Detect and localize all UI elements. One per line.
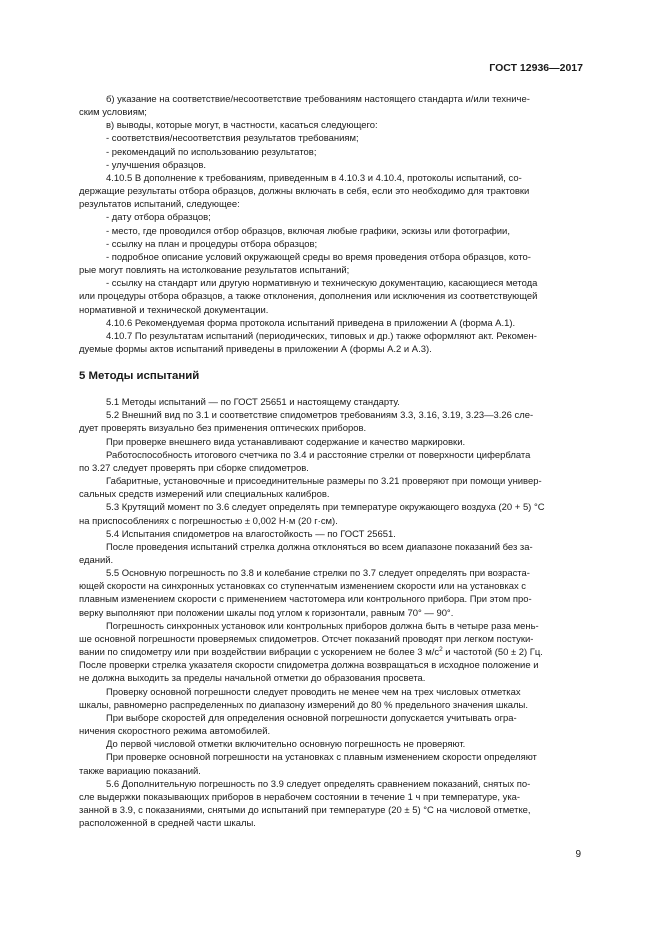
document-body: [79, 93, 582, 830]
paragraph: расположенной в средней части шкалы.: [79, 818, 256, 830]
section-heading: 5 Методы испытаний: [79, 370, 200, 383]
list-item: - дату отбора образцов;: [106, 212, 211, 224]
page-number: 9: [575, 849, 581, 860]
paragraph: занной в 3.9, с показаниями, снятыми до испытаний при температуре (20 ± 5) °С на числовой отметке,: [79, 804, 531, 816]
paragraph: ше основной погрешности проверяемых спидометров. Отсчет показаний проводят при легком постуки-: [79, 633, 534, 645]
paragraph: Работоспособность итогового счетчика по 3.4 и расстояние стрелки от поверхности циферблата: [106, 449, 531, 461]
standard-header: ГОСТ 12936—2017: [489, 62, 583, 74]
paragraph: по 3.27 следует проверять при сборке спидометров.: [79, 462, 309, 474]
paragraph: 5.6 Дополнительную погрешность по 3.9 следует определять сравнением показаний, снятых по-: [106, 778, 531, 790]
paragraph: 5.5 Основную погрешность по 3.8 и колебание стрелки по 3.7 следует определять при возраста-: [106, 568, 530, 580]
list-item: - подробное описание условий окружающей среды во время проведения отбора образцов, кото-: [106, 251, 531, 263]
paragraph: До первой числовой отметки включительно основную погрешность не проверяют.: [106, 739, 466, 751]
paragraph: 5.3 Крутящий момент по 3.6 следует определять при температуре окружающего воздуха (20 + 5) °С: [106, 502, 545, 514]
paragraph: 5.4 Испытания спидометров на влагостойкость — по ГОСТ 25651.: [106, 528, 396, 540]
text-run: и частотой (50 ± 2) Гц.: [442, 647, 543, 659]
paragraph: также вариацию показаний.: [79, 765, 201, 777]
paragraph: в) выводы, которые могут, в частности, касаться следующего:: [106, 120, 378, 132]
list-item: - рекомендаций по использованию результатов;: [106, 146, 317, 158]
list-item: - ссылку на стандарт или другую нормативную и техническую документацию, касающиеся метода: [106, 278, 538, 290]
paragraph: б) указание на соответствие/несоответствие требованиям настоящего стандарта и/или техниче-: [106, 94, 530, 105]
list-item: - ссылку на план и процедуры отбора образцов;: [106, 238, 318, 250]
paragraph: 4.10.6 Рекомендуемая форма протокола испытаний приведена в приложении А (форма А.1).: [106, 317, 516, 329]
paragraph: не должна выходить за пределы начальной отметки до образования просвета.: [79, 673, 426, 685]
paragraph: ским условиям;: [79, 107, 147, 119]
paragraph: на приспособлениях с погрешностью ± 0,002 Н·м (20 г·см).: [79, 515, 338, 527]
paragraph: сле выдержки показывающих приборов в нерабочем состоянии в течение 1 ч при температуре, ука-: [79, 791, 521, 803]
paragraph: При проверке основной погрешности на установках с плавным изменением скорости определяют: [106, 752, 537, 764]
paragraph: При выборе скоростей для определения основной погрешности допускается учитывать огра-: [106, 712, 517, 724]
superscript: 2: [439, 645, 443, 653]
paragraph: ющей скорости на синхронных установках со ступенчатым изменением скорости или на установках с: [79, 581, 527, 593]
paragraph: Габаритные, установочные и присоединительные размеры по 3.21 проверяют при помощи универ-: [106, 476, 542, 488]
list-item: - улучшения образцов.: [106, 159, 207, 171]
paragraph: или процедуры отбора образцов, а также отклонения, дополнения или исключения из соответствующей: [79, 291, 538, 303]
paragraph: сальных средств измерений или специальных калибров.: [79, 489, 330, 501]
list-item: - место, где проводился отбор образцов, включая любые графики, эскизы или фотографии,: [106, 225, 510, 237]
paragraph: При проверке внешнего вида устанавливают содержание и качество маркировки.: [106, 436, 466, 448]
paragraph: 5.2 Внешний вид по 3.1 и соответствие спидометров требованиям 3.3, 3.16, 3.19, 3.23—3.26 сле-: [106, 410, 534, 422]
paragraph: ничения скоростного режима автомобилей.: [79, 726, 271, 738]
paragraph: Проверку основной погрешности следует проводить не менее чем на трех числовых отметках: [106, 686, 521, 698]
paragraph: результатов испытаний, следующее:: [79, 199, 240, 211]
paragraph: верку выполняют при положении шкалы под углом к горизонтали, равным 70° — 90°.: [79, 607, 454, 619]
paragraph: плавным изменением скорости с применением частотомера или контрольного прибора. При этом про-: [79, 594, 532, 606]
paragraph: нормативной и технической документации.: [79, 304, 269, 316]
paragraph: Погрешность синхронных установок или контрольных приборов должна быть в четыре раза мень-: [106, 620, 539, 632]
paragraph: 4.10.7 По результатам испытаний (периодических, типовых и др.) также оформляют акт. Рекомен-: [106, 330, 537, 342]
paragraph: 4.10.5 В дополнение к требованиям, приведенным в 4.10.3 и 4.10.4, протоколы испытаний, со-: [106, 172, 522, 184]
paragraph: [79, 646, 582, 659]
paragraph: дует проверять визуально без применения оптических приборов.: [79, 423, 367, 435]
paragraph: еданий.: [79, 555, 114, 566]
paragraph: После проведения испытаний стрелка должна отклоняться во всем диапазоне показаний без за-: [106, 541, 533, 553]
paragraph: дуемые формы актов испытаний приведены в приложении А (формы А.2 и А.3).: [79, 343, 432, 355]
paragraph: После проверки стрелка указателя скорости спидометра должна возвращаться в исходное положение и: [79, 660, 539, 672]
paragraph: держащие результаты отбора образцов, должны включать в себя, если это необходимо для трактовки: [79, 186, 530, 198]
paragraph: 5.1 Методы испытаний — по ГОСТ 25651 и настоящему стандарту.: [106, 397, 400, 409]
text-run: вании по спидометру или при воздействии вибрации с ускорением не более 3 м/с: [79, 647, 440, 659]
list-item: - соответствия/несоответствия результатов требованиям;: [106, 133, 359, 145]
paragraph: рые могут повлиять на истолкование результатов испытаний;: [79, 265, 350, 277]
paragraph: шкалы, равномерно распределенных по диапазону измерений до 80 % предельного значения шкалы.: [79, 699, 528, 711]
